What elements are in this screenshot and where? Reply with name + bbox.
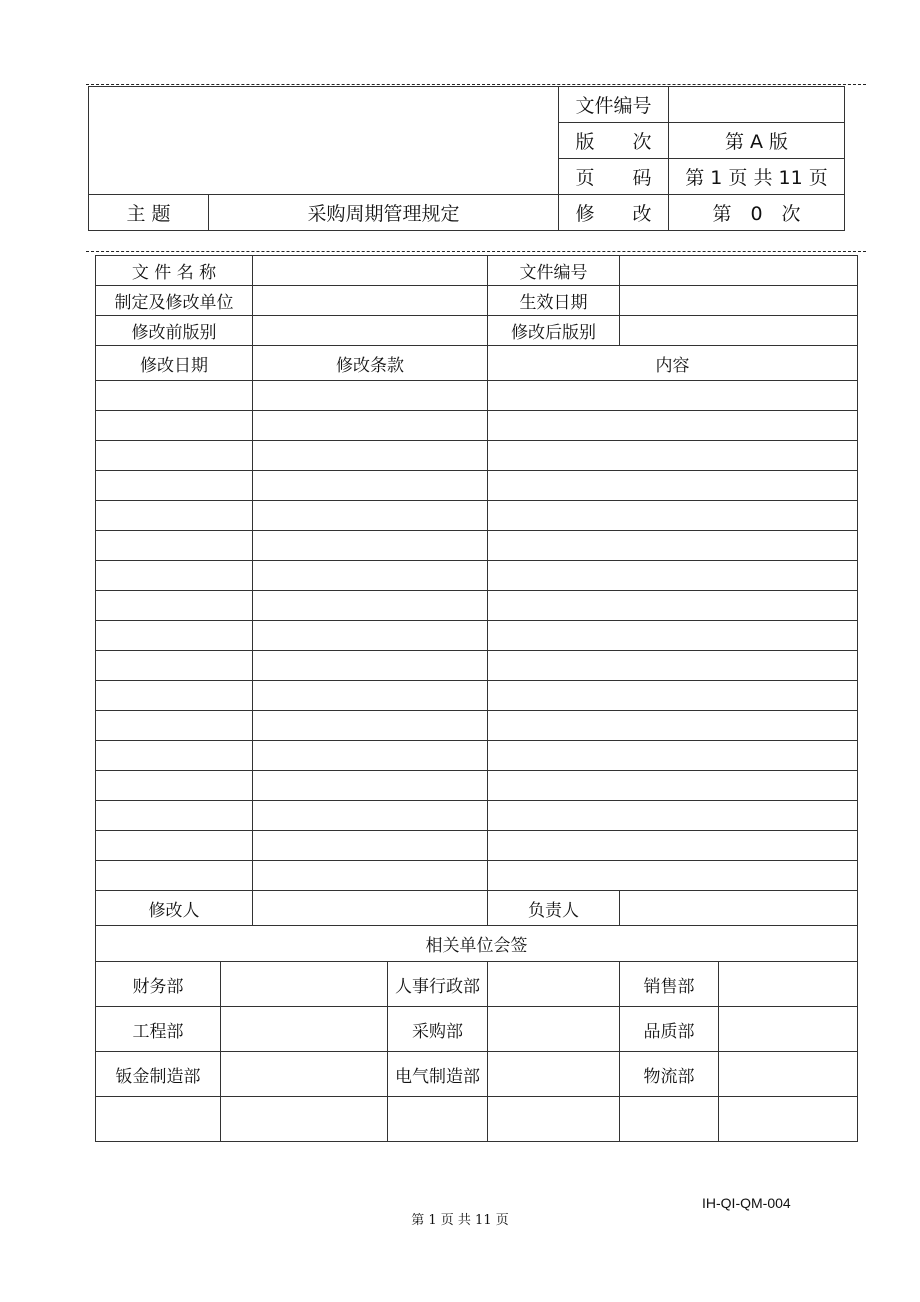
signature-cell[interactable] [221, 1007, 388, 1052]
revision-row [96, 501, 858, 531]
modify-date-cell[interactable] [96, 861, 253, 891]
clause-cell[interactable] [253, 711, 488, 741]
header-bottom-rule [86, 251, 866, 252]
modify-date-cell[interactable] [96, 381, 253, 411]
version-value: 第 A 版 [669, 123, 845, 159]
signature-cell[interactable] [719, 1007, 858, 1052]
dept-label: 工程部 [96, 1007, 221, 1052]
responsible-label: 负责人 [488, 891, 620, 926]
signature-cell[interactable] [488, 1007, 620, 1052]
content-cell[interactable] [488, 591, 858, 621]
dept-label [96, 1097, 221, 1142]
content-cell[interactable] [488, 381, 858, 411]
clause-cell[interactable] [253, 561, 488, 591]
doc-no-label: 文件编号 [559, 87, 669, 123]
dept-label: 财务部 [96, 962, 221, 1007]
after-version-label: 修改后版别 [488, 316, 620, 346]
modify-date-cell[interactable] [96, 561, 253, 591]
subject-label: 主 题 [89, 195, 209, 231]
modifier-label: 修改人 [96, 891, 253, 926]
logo-area [89, 87, 559, 195]
page-label: 页 码 [559, 159, 669, 195]
clause-cell[interactable] [253, 501, 488, 531]
clause-cell[interactable] [253, 651, 488, 681]
revision-record-table [95, 255, 858, 1142]
modify-date-cell[interactable] [96, 591, 253, 621]
responsible-value[interactable] [620, 891, 858, 926]
file-name-label: 文 件 名 称 [96, 256, 253, 286]
file-name-value[interactable] [253, 256, 488, 286]
countersign-row [96, 1052, 858, 1097]
dept-label: 销售部 [620, 962, 719, 1007]
version-label: 版 次 [559, 123, 669, 159]
clause-cell[interactable] [253, 441, 488, 471]
document-header-table [88, 86, 845, 231]
dept-label: 钣金制造部 [96, 1052, 221, 1097]
document-code: IH-QI-QM-004 [702, 1195, 791, 1211]
signature-cell[interactable] [221, 962, 388, 1007]
page-number: 第 1 页 共 11 页 [411, 1213, 509, 1228]
clause-cell[interactable] [253, 381, 488, 411]
modify-date-cell[interactable] [96, 411, 253, 441]
dept-label: 品质部 [620, 1007, 719, 1052]
content-cell[interactable] [488, 741, 858, 771]
content-cell[interactable] [488, 711, 858, 741]
content-header: 内容 [488, 346, 858, 381]
revision-row [96, 531, 858, 561]
page-value: 第 1 页 共 11 页 [669, 159, 845, 195]
content-cell[interactable] [488, 771, 858, 801]
before-version-value[interactable] [253, 316, 488, 346]
modify-date-cell[interactable] [96, 471, 253, 501]
content-cell[interactable] [488, 681, 858, 711]
revision-row [96, 411, 858, 441]
revision-row [96, 621, 858, 651]
modify-date-cell[interactable] [96, 771, 253, 801]
dept-label: 物流部 [620, 1052, 719, 1097]
before-version-label: 修改前版别 [96, 316, 253, 346]
clause-cell[interactable] [253, 411, 488, 441]
dept-label: 人事行政部 [388, 962, 488, 1007]
dept-label: 采购部 [388, 1007, 488, 1052]
modify-date-cell[interactable] [96, 621, 253, 651]
clause-cell[interactable] [253, 471, 488, 501]
clause-cell[interactable] [253, 771, 488, 801]
modify-date-header: 修改日期 [96, 346, 253, 381]
revision-row [96, 561, 858, 591]
signature-cell[interactable] [221, 1052, 388, 1097]
modify-date-cell[interactable] [96, 501, 253, 531]
revision-row [96, 591, 858, 621]
modify-date-cell[interactable] [96, 531, 253, 561]
effective-date-label: 生效日期 [488, 286, 620, 316]
clause-cell[interactable] [253, 741, 488, 771]
countersign-row [96, 962, 858, 1007]
content-cell[interactable] [488, 501, 858, 531]
signature-cell[interactable] [221, 1097, 388, 1142]
revision-row [96, 651, 858, 681]
revision-row [96, 861, 858, 891]
countersign-row [96, 1097, 858, 1142]
content-cell[interactable] [488, 651, 858, 681]
revision-label: 修 改 [559, 195, 669, 231]
modifier-value[interactable] [253, 891, 488, 926]
clause-cell[interactable] [253, 831, 488, 861]
after-version-value[interactable] [620, 316, 858, 346]
revision-row [96, 711, 858, 741]
clause-header: 修改条款 [253, 346, 488, 381]
effective-date-value[interactable] [620, 286, 858, 316]
signature-cell[interactable] [719, 962, 858, 1007]
modify-date-cell[interactable] [96, 441, 253, 471]
content-cell[interactable] [488, 531, 858, 561]
revision-row [96, 741, 858, 771]
revision-row [96, 801, 858, 831]
signature-cell[interactable] [719, 1097, 858, 1142]
unit-label: 制定及修改单位 [96, 286, 253, 316]
revision-row [96, 381, 858, 411]
content-cell[interactable] [488, 471, 858, 501]
countersign-title: 相关单位会签 [96, 926, 858, 962]
clause-cell[interactable] [253, 621, 488, 651]
clause-cell[interactable] [253, 861, 488, 891]
content-cell[interactable] [488, 411, 858, 441]
countersign-row [96, 1007, 858, 1052]
content-cell[interactable] [488, 621, 858, 651]
dept-label: 电气制造部 [388, 1052, 488, 1097]
signature-cell[interactable] [719, 1052, 858, 1097]
modify-date-cell[interactable] [96, 681, 253, 711]
revision-row [96, 771, 858, 801]
modify-date-cell[interactable] [96, 831, 253, 861]
clause-cell[interactable] [253, 591, 488, 621]
modify-date-cell[interactable] [96, 711, 253, 741]
subject-value: 采购周期管理规定 [209, 195, 559, 231]
modify-date-cell[interactable] [96, 651, 253, 681]
file-no-value[interactable] [620, 256, 858, 286]
dept-label [620, 1097, 719, 1142]
content-cell[interactable] [488, 801, 858, 831]
revision-value: 第 0 次 [669, 195, 845, 231]
clause-cell[interactable] [253, 531, 488, 561]
file-no-label: 文件编号 [488, 256, 620, 286]
content-cell[interactable] [488, 561, 858, 591]
revision-row [96, 831, 858, 861]
content-cell[interactable] [488, 831, 858, 861]
revision-row [96, 441, 858, 471]
modify-date-cell[interactable] [96, 741, 253, 771]
signature-cell[interactable] [488, 962, 620, 1007]
revision-row [96, 471, 858, 501]
dept-label [388, 1097, 488, 1142]
header-top-rule [86, 84, 866, 85]
clause-cell[interactable] [253, 681, 488, 711]
content-cell[interactable] [488, 861, 858, 891]
content-cell[interactable] [488, 441, 858, 471]
unit-value[interactable] [253, 286, 488, 316]
signature-cell[interactable] [488, 1052, 620, 1097]
signature-cell[interactable] [488, 1097, 620, 1142]
modify-date-cell[interactable] [96, 801, 253, 831]
doc-no-value [669, 87, 845, 123]
revision-row [96, 681, 858, 711]
clause-cell[interactable] [253, 801, 488, 831]
